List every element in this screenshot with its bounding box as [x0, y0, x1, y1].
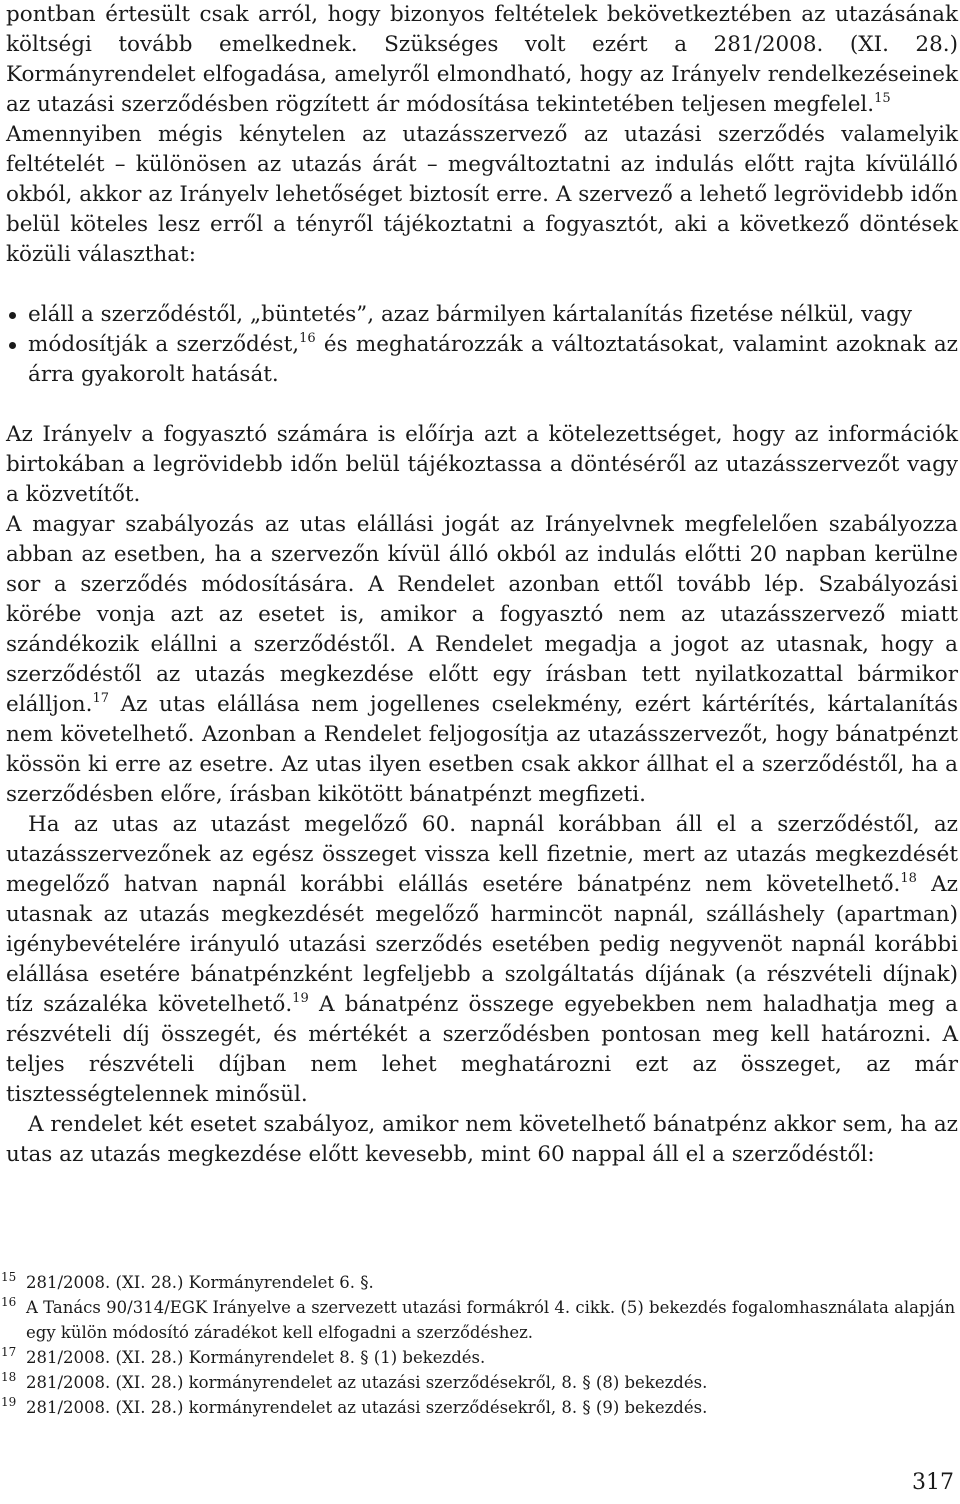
- footnote: [1, 1345, 958, 1370]
- footnote-number: 15: [1, 1270, 17, 1284]
- paragraph-3-text: Az Irányelv a fogyasztó számára is előírja azt a kötelezettséget, hogy az információk birtokában a legrövidebb időn belül tájékoztassa a döntéséről az utazásszervezőt vagy a közvetítőt.: [6, 422, 958, 507]
- list-item: [6, 300, 958, 330]
- paragraph-2: [6, 120, 958, 270]
- footnote: [1, 1270, 958, 1295]
- footnote-ref-18: 18: [900, 871, 917, 886]
- paragraph-1-text: pontban értesült csak arról, hogy bizonyos feltételek bekövetkeztében az utazásának költségi tovább emelkednek. Szükséges volt ezért a 281/2008. (XI. 28.) Kormányrendelet elfogadása, amelyről elmondható, hogy az Irányelv rendelkezéseinek az utazási szerződésben rögzített ár módosítása tekintetében teljesen megfelel.: [6, 2, 958, 117]
- paragraph-3: [6, 420, 958, 510]
- bullet-list: [6, 300, 958, 390]
- footnote-ref-16: 16: [299, 331, 316, 346]
- footnote: [1, 1370, 958, 1395]
- page-number: 317: [912, 1470, 954, 1495]
- footnote-number: 19: [1, 1395, 17, 1409]
- paragraph-5-text-b: Az utasnak az utazás megkezdését megelőző harmincöt napnál, szálláshely (apartman) igénybevételére irányuló utazási szerződés esetében pedig negyvenöt napnál korábbi elállása esetére bánatpénzként legfeljebb a szolgáltatás díjának (a részvételi díjnak) tíz százaléka követelhető.: [6, 872, 958, 1017]
- bullet-2-text-start: módosítják a szerződést,: [28, 332, 300, 357]
- footnote-number: 17: [1, 1345, 17, 1359]
- footnotes: [1, 1270, 958, 1420]
- footnote-number: 18: [1, 1370, 17, 1384]
- bullet-2-text-end: és meghatározzák a változtatásokat, valamint azoknak az árra gyakorolt hatását.: [28, 332, 959, 387]
- paragraph-4: [6, 510, 958, 810]
- main-text: [6, 0, 958, 1170]
- footnote: [1, 1395, 958, 1420]
- footnote-text: 281/2008. (XI. 28.) Kormányrendelet 8. § (1) bekezdés.: [26, 1348, 486, 1367]
- paragraph-6: [6, 1110, 958, 1170]
- paragraph-5-text-a: Ha az utas az utazást megelőző 60. napnál korábban áll el a szerződéstől, az utazásszervezőnek az egész összeget vissza kell fizetnie, mert az utazás megkezdését megelőző hatvan napnál korábbi elállás esetére bánatpénz nem követelhető.: [6, 812, 958, 897]
- footnote-ref-15: 15: [874, 91, 891, 106]
- bullet-icon: [9, 312, 16, 319]
- paragraph-4-text-a: A magyar szabályozás az utas elállási jogát az Irányelvnek megfelelően szabályozza abban az esetben, ha a szervezőn kívül álló okból az indulás előtti 20 napban kerülne sor a szerződés módosítására. A Rendelet azonban ettől tovább lép. Szabályozási körébe vonja azt az esetet is, amikor a fogyasztó nem az utazásszervező miatt szándékozik elállni a szerződéstől. A Rendelet megadja a jogot az utasnak, hogy a szerződéstől az utazás megkezdése előtt egy írásban tett nyilatkozattal bármikor elálljon.: [6, 512, 958, 717]
- paragraph-6-text: A rendelet két esetet szabályoz, amikor nem követelhető bánatpénz akkor sem, ha az utas az utazás megkezdése előtt kevesebb, mint 60 nappal áll el a szerződéstől:: [6, 1112, 958, 1167]
- footnote-number: 16: [1, 1295, 17, 1309]
- footnote-text: 281/2008. (XI. 28.) Kormányrendelet 6. §.: [26, 1273, 374, 1292]
- footnote-ref-19: 19: [292, 991, 309, 1006]
- paragraph-5: [6, 810, 958, 1110]
- paragraph-1: [6, 0, 958, 120]
- paragraph-2-text: Amennyiben mégis kénytelen az utazásszervező az utazási szerződés valamelyik feltételét – különösen az utazás árát – megváltoztatni az indulás előtt rajta kívülálló okból, akkor az Irányelv lehetőséget biztosít erre. A szervező a lehető legrövidebb időn belül köteles lesz erről a tényről tájékoztatni a fogyasztót, aki a következő döntések közüli választhat:: [6, 122, 958, 267]
- footnote-text: 281/2008. (XI. 28.) kormányrendelet az utazási szerződésekről, 8. § (9) bekezdés.: [26, 1398, 708, 1417]
- list-item: [6, 330, 958, 390]
- footnote-text: 281/2008. (XI. 28.) kormányrendelet az utazási szerződésekről, 8. § (8) bekezdés.: [26, 1373, 708, 1392]
- footnote-text: A Tanács 90/314/EGK Irányelve a szervezett utazási formákról 4. cikk. (5) bekezdés fogalomhasználata alapján egy külön módosító záradékot kell elfogadni a szerződéshez.: [26, 1298, 956, 1342]
- page-body: [6, 0, 958, 1170]
- footnote-ref-17: 17: [92, 691, 110, 706]
- paragraph-4-text-b: Az utas elállása nem jogellenes cselekmény, ezért kártérítés, kártalanítás nem követelhető. Azonban a Rendelet feljogosítja az utazásszervezőt, hogy bánatpénzt kössön ki erre az esetre. Az utas ilyen esetben csak akkor állhat el a szerződéstől, ha a szerződésben előre, írásban kikötött bánatpénzt megfizeti.: [6, 692, 958, 807]
- footnote: [1, 1295, 958, 1345]
- bullet-icon: [9, 342, 16, 349]
- paragraph-5-text-c: A bánatpénz összege egyebekben nem haladhatja meg a részvételi díj összegét, és mértékét a szerződésben pontosan meg kell határozni. A teljes részvételi díjban nem lehet meghatározni ezt az összeget, az már tisztességtelennek minősül.: [6, 992, 959, 1107]
- bullet-1-text: eláll a szerződéstől, „büntetés”, azaz bármilyen kártalanítás fizetése nélkül, vagy: [28, 302, 913, 327]
